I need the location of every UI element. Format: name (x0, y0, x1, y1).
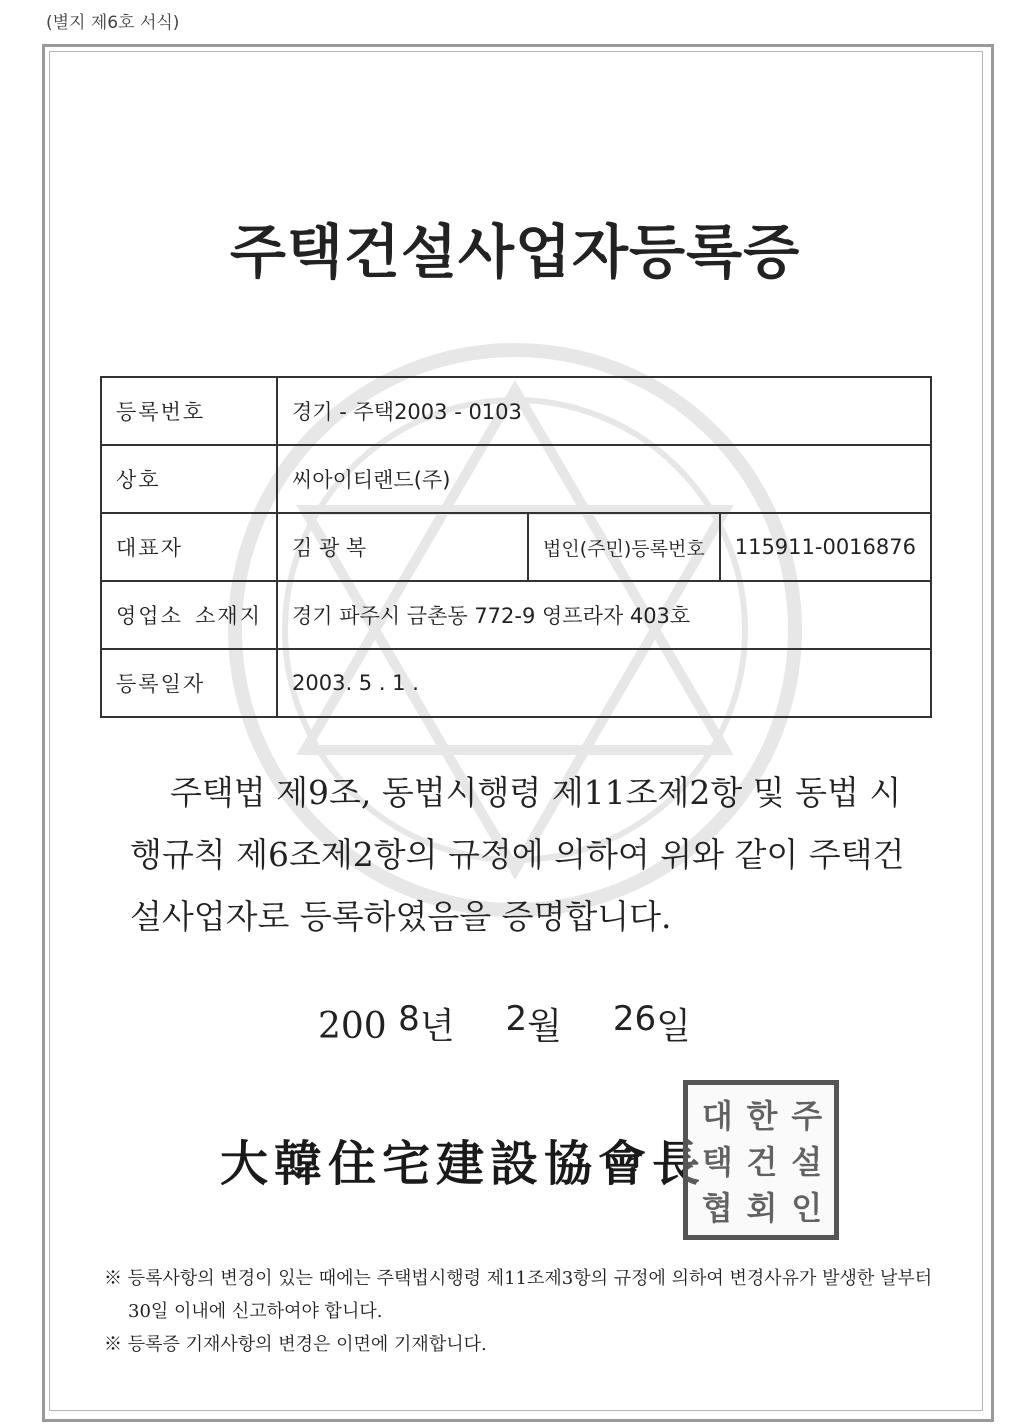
statement-text: 주택법 제9조, 동법시행령 제11조제2항 및 동법 시행규칙 제6조제2항의 규정에 의하여 위와 같이 주택건설사업자로 등록하였음을 증명합니다. (130, 773, 905, 936)
table-row (101, 581, 931, 649)
table-row (101, 649, 931, 717)
seal-glyph: 대 (701, 1097, 731, 1135)
trade-name-label: 상호 (101, 445, 277, 513)
footnote: ※ 등록증 기재사항의 변경은 이면에 기재합니다. (104, 1334, 487, 1355)
registration-number-value: 경기 - 주택2003 - 0103 (277, 377, 931, 445)
month-value: 2 (505, 999, 528, 1039)
seal-glyph: 설 (791, 1143, 821, 1181)
seal-glyph: 인 (791, 1189, 821, 1227)
certification-statement (130, 762, 920, 948)
issue-date (318, 998, 691, 1049)
year-unit: 년 (419, 1006, 455, 1047)
month-unit: 월 (527, 1006, 562, 1047)
table-row (101, 513, 931, 581)
corp-id-label: 법인(주민)등록번호 (528, 513, 720, 581)
form-number-label: (별지 제6호 서식) (46, 13, 180, 33)
table-row (101, 445, 931, 513)
day-unit: 일 (656, 1006, 691, 1047)
office-address-label: 영업소 소재지 (101, 581, 277, 649)
seal-glyph: 한 (746, 1097, 776, 1135)
seal-glyph: 회 (746, 1189, 776, 1227)
seal-glyph: 택 (701, 1143, 731, 1181)
corp-id-value: 115911-0016876 (720, 513, 931, 581)
registration-number-label: 등록번호 (101, 377, 277, 445)
day-value: 26 (612, 999, 657, 1039)
official-seal (683, 1080, 839, 1240)
seal-glyph: 협 (701, 1189, 731, 1227)
issuer-name: 大韓住宅建設協會長 (220, 1136, 707, 1192)
document-title: 주택건설사업자등록증 (229, 218, 801, 286)
seal-glyph: 주 (791, 1097, 821, 1135)
year-digit: 8 (398, 999, 420, 1039)
trade-name-value: 씨아이티랜드(주) (277, 445, 931, 513)
representative-value: 김 광 복 (277, 513, 528, 581)
table-row (101, 377, 931, 445)
seal-glyph: 건 (746, 1143, 776, 1181)
registration-info-table (100, 376, 932, 718)
year-prefix: 200 (318, 1006, 387, 1047)
representative-label: 대표자 (101, 513, 277, 581)
footnotes (104, 1262, 944, 1361)
registration-date-value: 2003. 5 . 1 . (277, 649, 931, 717)
registration-date-label: 등록일자 (101, 649, 277, 717)
footnote: ※ 등록사항의 변경이 있는 때에는 주택법시행령 제11조제3항의 규정에 의하여 변경사유가 발생한 날부터 30일 이내에 신고하여야 합니다. (104, 1268, 933, 1322)
office-address-value: 경기 파주시 금촌동 772-9 영프라자 403호 (277, 581, 931, 649)
